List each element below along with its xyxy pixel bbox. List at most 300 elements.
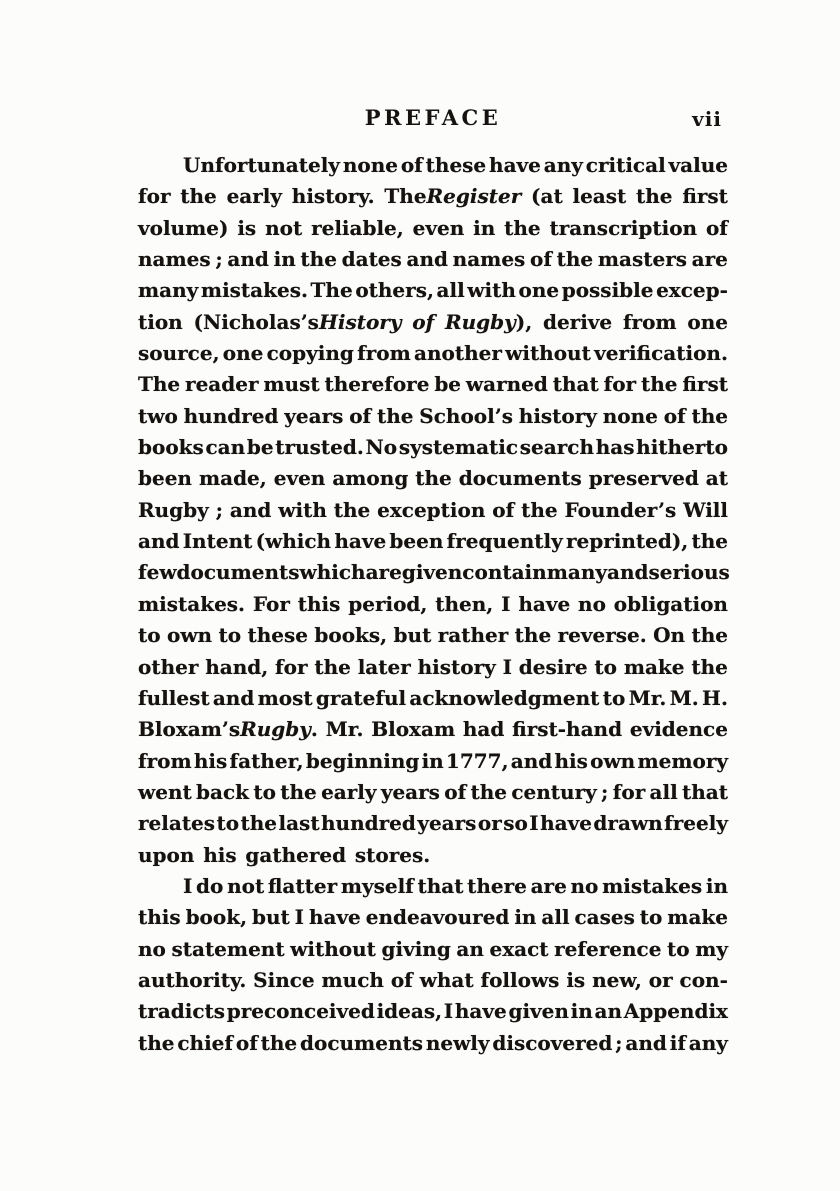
word: the xyxy=(514,623,552,648)
text-line xyxy=(138,275,728,306)
text-block xyxy=(138,150,728,1059)
word: his xyxy=(203,842,237,867)
word: TheRegister xyxy=(384,184,522,209)
word: reverse. xyxy=(557,623,647,648)
word: Will xyxy=(683,497,728,522)
text-line xyxy=(138,495,728,526)
text-line xyxy=(138,965,728,996)
word: hundred xyxy=(321,811,416,836)
word: the xyxy=(640,372,678,397)
word: documents xyxy=(176,560,300,585)
word: (Nicholas’sHistory xyxy=(193,309,402,334)
word: to xyxy=(218,623,242,648)
word: been xyxy=(389,529,444,554)
word: much xyxy=(321,967,384,992)
word: the xyxy=(376,403,414,428)
word: authority. xyxy=(138,967,247,992)
word: ; xyxy=(215,247,223,272)
word: discovered xyxy=(492,1030,613,1055)
word: for xyxy=(138,184,171,209)
word: value xyxy=(668,153,728,177)
word: least xyxy=(572,184,627,209)
word: if xyxy=(669,1030,686,1055)
word: the xyxy=(556,247,594,272)
word: names xyxy=(138,247,211,272)
word: gathered xyxy=(245,842,347,867)
word: without xyxy=(290,936,376,961)
word: but xyxy=(393,623,432,648)
word: I xyxy=(443,999,454,1024)
word: contain xyxy=(462,560,547,585)
word: my xyxy=(695,936,728,961)
word: mistakes xyxy=(602,873,703,898)
text-line xyxy=(138,213,728,244)
word: the xyxy=(470,779,508,804)
text-line xyxy=(138,307,728,338)
text-line xyxy=(138,181,728,212)
word: that xyxy=(552,372,599,397)
word: statement xyxy=(171,936,285,961)
text-line xyxy=(138,557,728,588)
word: Intent xyxy=(182,529,253,554)
word: century xyxy=(511,779,597,804)
word: to xyxy=(594,654,617,679)
word: reference xyxy=(554,936,662,961)
word: be xyxy=(246,435,274,460)
text-line xyxy=(138,369,728,400)
word: and xyxy=(227,247,269,272)
word: no xyxy=(138,936,166,961)
word: for xyxy=(603,372,637,397)
word: Since xyxy=(253,967,315,992)
word: other xyxy=(138,654,199,679)
word: of xyxy=(492,497,515,522)
word: (which xyxy=(255,529,332,554)
word: and xyxy=(510,748,553,773)
word: grateful xyxy=(315,685,407,710)
word: mistakes. xyxy=(138,591,246,616)
word: none xyxy=(342,153,398,177)
word: acknowledgment xyxy=(409,685,600,710)
word: the xyxy=(415,466,452,491)
word: in xyxy=(514,905,537,930)
word: early xyxy=(226,184,283,209)
word: books xyxy=(138,435,204,460)
word: one xyxy=(518,278,560,303)
word: or xyxy=(648,967,673,992)
word: with xyxy=(278,497,327,522)
word: derive xyxy=(542,309,613,334)
word: from xyxy=(622,309,677,334)
word: the xyxy=(240,811,278,836)
word: with xyxy=(467,278,516,303)
word: and xyxy=(607,560,649,585)
word: in xyxy=(705,873,728,898)
word: Rugby), xyxy=(444,309,533,334)
word: Founder’s xyxy=(564,497,677,522)
text-line xyxy=(138,871,728,902)
word: exact xyxy=(489,936,549,961)
word: Bloxam’sRugby. xyxy=(138,717,318,742)
word: then, xyxy=(435,591,494,616)
word: first xyxy=(682,184,728,209)
word: at xyxy=(705,466,728,491)
word: serious xyxy=(648,560,730,585)
word: endeavoured xyxy=(365,905,510,930)
word: School’s xyxy=(419,403,513,428)
word: 1777, xyxy=(445,748,509,773)
word: of xyxy=(349,403,372,428)
word: reliable, xyxy=(311,215,404,240)
word: make xyxy=(667,905,728,930)
word: be xyxy=(434,372,462,397)
word: all xyxy=(436,278,465,303)
page-number: vii xyxy=(692,107,722,131)
word: this xyxy=(138,905,181,930)
word: years xyxy=(417,811,477,836)
word: the xyxy=(260,1030,298,1055)
word: this xyxy=(297,591,341,616)
word: trusted. xyxy=(275,435,364,460)
word: any xyxy=(688,1030,728,1055)
word: of xyxy=(530,247,552,272)
word: search xyxy=(519,435,594,460)
word: flatter xyxy=(267,873,338,898)
word: the xyxy=(636,184,673,209)
word: cases xyxy=(574,905,635,930)
word: few xyxy=(138,560,177,585)
word: giving xyxy=(381,936,451,961)
word: No xyxy=(365,435,398,460)
word: For xyxy=(252,591,290,616)
word: volume) xyxy=(138,215,229,240)
word: On xyxy=(653,623,686,648)
word: no xyxy=(578,591,606,616)
word: names xyxy=(452,247,526,272)
word: given xyxy=(508,999,569,1024)
word: make xyxy=(623,654,685,679)
word: mistakes. xyxy=(200,278,308,303)
word: desire xyxy=(518,654,588,679)
word: years xyxy=(284,403,344,428)
word: Mr. xyxy=(325,717,364,742)
word: follows xyxy=(480,967,560,992)
word: all xyxy=(541,905,570,930)
word: Unfortunately xyxy=(183,153,340,177)
word: any xyxy=(543,153,583,177)
word: or xyxy=(477,811,502,836)
word: excep- xyxy=(656,278,728,303)
text-line xyxy=(138,683,728,714)
word: most xyxy=(257,685,313,710)
word: beginning xyxy=(305,748,420,773)
word: rather xyxy=(437,623,509,648)
word: early xyxy=(321,779,377,804)
word: history xyxy=(518,403,597,428)
word: the xyxy=(300,247,337,272)
word: can xyxy=(205,435,246,460)
word: I xyxy=(183,873,193,898)
word: his xyxy=(193,748,228,773)
word: made, xyxy=(198,466,267,491)
word: I xyxy=(294,905,305,930)
word: Appendix xyxy=(623,999,728,1024)
text-line xyxy=(138,746,728,777)
text-line xyxy=(138,840,728,871)
word: to xyxy=(639,905,663,930)
text-line xyxy=(138,714,728,745)
word: transcription xyxy=(549,215,698,240)
word: ; xyxy=(615,1030,623,1055)
word: dates xyxy=(341,247,402,272)
word: for xyxy=(612,779,646,804)
word: is xyxy=(566,967,586,992)
word: Rugby xyxy=(138,497,209,522)
text-line xyxy=(138,463,728,494)
word: without xyxy=(505,341,591,366)
text-line xyxy=(138,808,728,839)
word: had xyxy=(462,717,505,742)
word: exception xyxy=(377,497,486,522)
text-line xyxy=(138,401,728,432)
word: even xyxy=(273,466,326,491)
word: father, xyxy=(229,748,304,773)
word: the xyxy=(504,215,541,240)
word: but xyxy=(251,905,290,930)
word: the xyxy=(180,184,217,209)
word: I xyxy=(501,591,511,616)
word: that xyxy=(682,779,728,804)
word: stores. xyxy=(354,842,431,867)
word: documents xyxy=(458,466,582,491)
text-line xyxy=(138,244,728,275)
word: among xyxy=(332,466,409,491)
word: in xyxy=(421,748,444,773)
word: ; xyxy=(601,779,609,804)
word: have xyxy=(518,591,571,616)
word: documents xyxy=(300,1030,423,1055)
word: from xyxy=(138,748,192,773)
word: many xyxy=(546,560,607,585)
word: of xyxy=(400,153,423,177)
word: Mr. xyxy=(628,685,667,710)
word: his xyxy=(554,748,588,773)
word: to xyxy=(667,936,690,961)
word: the xyxy=(138,1030,175,1055)
word: given xyxy=(401,560,463,585)
word: none xyxy=(602,403,658,428)
word: Bloxam xyxy=(371,717,456,742)
word: upon xyxy=(138,842,195,867)
word: of xyxy=(705,215,728,240)
word: and xyxy=(625,1030,667,1055)
word: for xyxy=(275,654,308,679)
word: of xyxy=(235,1030,258,1055)
text-line xyxy=(138,589,728,620)
word: new, xyxy=(592,967,642,992)
word: therefore xyxy=(324,372,430,397)
word: I xyxy=(529,811,539,836)
word: in xyxy=(273,247,296,272)
word: all xyxy=(649,779,678,804)
word: of xyxy=(390,967,413,992)
word: myself xyxy=(340,873,414,898)
text-line xyxy=(138,652,728,683)
text-line xyxy=(138,996,728,1027)
word: later xyxy=(357,654,411,679)
text-line xyxy=(138,902,728,933)
word: frequently xyxy=(446,529,563,554)
word: from xyxy=(357,341,411,366)
word: of xyxy=(663,403,686,428)
text-line xyxy=(138,777,728,808)
word: of xyxy=(412,309,435,334)
word: book, xyxy=(185,905,248,930)
word: is xyxy=(237,215,257,240)
word: reprinted), xyxy=(565,529,689,554)
word: hitherto xyxy=(636,435,728,460)
word: back xyxy=(196,779,250,804)
word: preserved xyxy=(588,466,699,491)
word: and xyxy=(406,247,448,272)
word: one xyxy=(222,341,264,366)
word: to xyxy=(216,811,240,836)
word: and xyxy=(229,497,272,522)
word: history. xyxy=(291,184,375,209)
word: possible xyxy=(561,278,654,303)
word: evidence xyxy=(629,717,728,742)
word: warned xyxy=(465,372,548,397)
word: these xyxy=(425,153,487,177)
word: not xyxy=(265,215,303,240)
word: the xyxy=(691,654,728,679)
word: tion xyxy=(138,309,183,334)
word: relates xyxy=(138,811,216,836)
word: The xyxy=(310,278,353,303)
word: the xyxy=(691,529,728,554)
word: went xyxy=(138,779,192,804)
word: there xyxy=(467,873,527,898)
word: an xyxy=(594,999,622,1024)
word: tradicts xyxy=(138,999,225,1024)
word: an xyxy=(456,936,484,961)
word: in xyxy=(570,999,593,1024)
word: no xyxy=(570,873,599,898)
word: do xyxy=(196,873,224,898)
word: systematic xyxy=(398,435,519,460)
word: fullest xyxy=(138,685,210,710)
text-line xyxy=(138,150,728,181)
word: the xyxy=(280,779,317,804)
text-line xyxy=(138,934,728,965)
word: first xyxy=(682,372,728,397)
word: the xyxy=(333,497,371,522)
word: H. xyxy=(702,685,728,710)
word: to xyxy=(602,685,626,710)
word: obligation xyxy=(613,591,728,616)
word: freely xyxy=(664,811,728,836)
word: what xyxy=(419,967,474,992)
word: and xyxy=(212,685,255,710)
word: these xyxy=(247,623,308,648)
word: two xyxy=(138,403,178,428)
word: in xyxy=(473,215,496,240)
word: the xyxy=(521,497,558,522)
word: are xyxy=(365,560,402,585)
word: last xyxy=(278,811,320,836)
word: The xyxy=(138,372,181,397)
word: books, xyxy=(314,623,388,648)
word: have xyxy=(334,529,387,554)
word: another xyxy=(414,341,502,366)
word: own xyxy=(166,623,213,648)
word: ; xyxy=(215,497,224,522)
word: ideas, xyxy=(376,999,443,1024)
word: critical xyxy=(585,153,666,177)
word: M. xyxy=(669,685,699,710)
word: have xyxy=(489,153,541,177)
text-line xyxy=(138,338,728,369)
word: years xyxy=(380,779,440,804)
word: to xyxy=(253,779,276,804)
word: first-hand xyxy=(512,717,623,742)
word: has xyxy=(595,435,635,460)
word: I xyxy=(502,654,512,679)
word: chief xyxy=(177,1030,234,1055)
word: preconceived xyxy=(226,999,375,1024)
word: been xyxy=(138,466,192,491)
word: are xyxy=(691,247,728,272)
word: con- xyxy=(679,967,728,992)
word: history xyxy=(417,654,496,679)
word: source, xyxy=(138,341,220,366)
word: have xyxy=(308,905,361,930)
word: which xyxy=(299,560,366,585)
text-line xyxy=(138,620,728,651)
word: the xyxy=(314,654,351,679)
word: are xyxy=(530,873,567,898)
word: own xyxy=(590,748,636,773)
word: verification. xyxy=(594,341,728,366)
text-line xyxy=(138,526,728,557)
word: one xyxy=(687,309,728,334)
page-title: PREFACE xyxy=(364,105,502,130)
word: of xyxy=(444,779,467,804)
word: not xyxy=(227,873,265,898)
word: (at xyxy=(531,184,563,209)
word: the xyxy=(691,623,728,648)
page-header xyxy=(138,104,728,134)
text-line xyxy=(138,432,728,463)
word: and xyxy=(138,529,180,554)
word: the xyxy=(691,403,728,428)
word: to xyxy=(138,623,161,648)
text-line xyxy=(138,1028,728,1059)
word: must xyxy=(263,372,320,397)
word: reader xyxy=(185,372,259,397)
word: hundred xyxy=(183,403,279,428)
word: memory xyxy=(637,748,728,773)
word: that xyxy=(417,873,464,898)
word: others, xyxy=(355,278,434,303)
word: so xyxy=(503,811,528,836)
word: drawn xyxy=(593,811,663,836)
word: have xyxy=(454,999,507,1024)
word: copying xyxy=(266,341,354,366)
word: many xyxy=(138,278,199,303)
word: newly xyxy=(425,1030,490,1055)
word: even xyxy=(412,215,465,240)
